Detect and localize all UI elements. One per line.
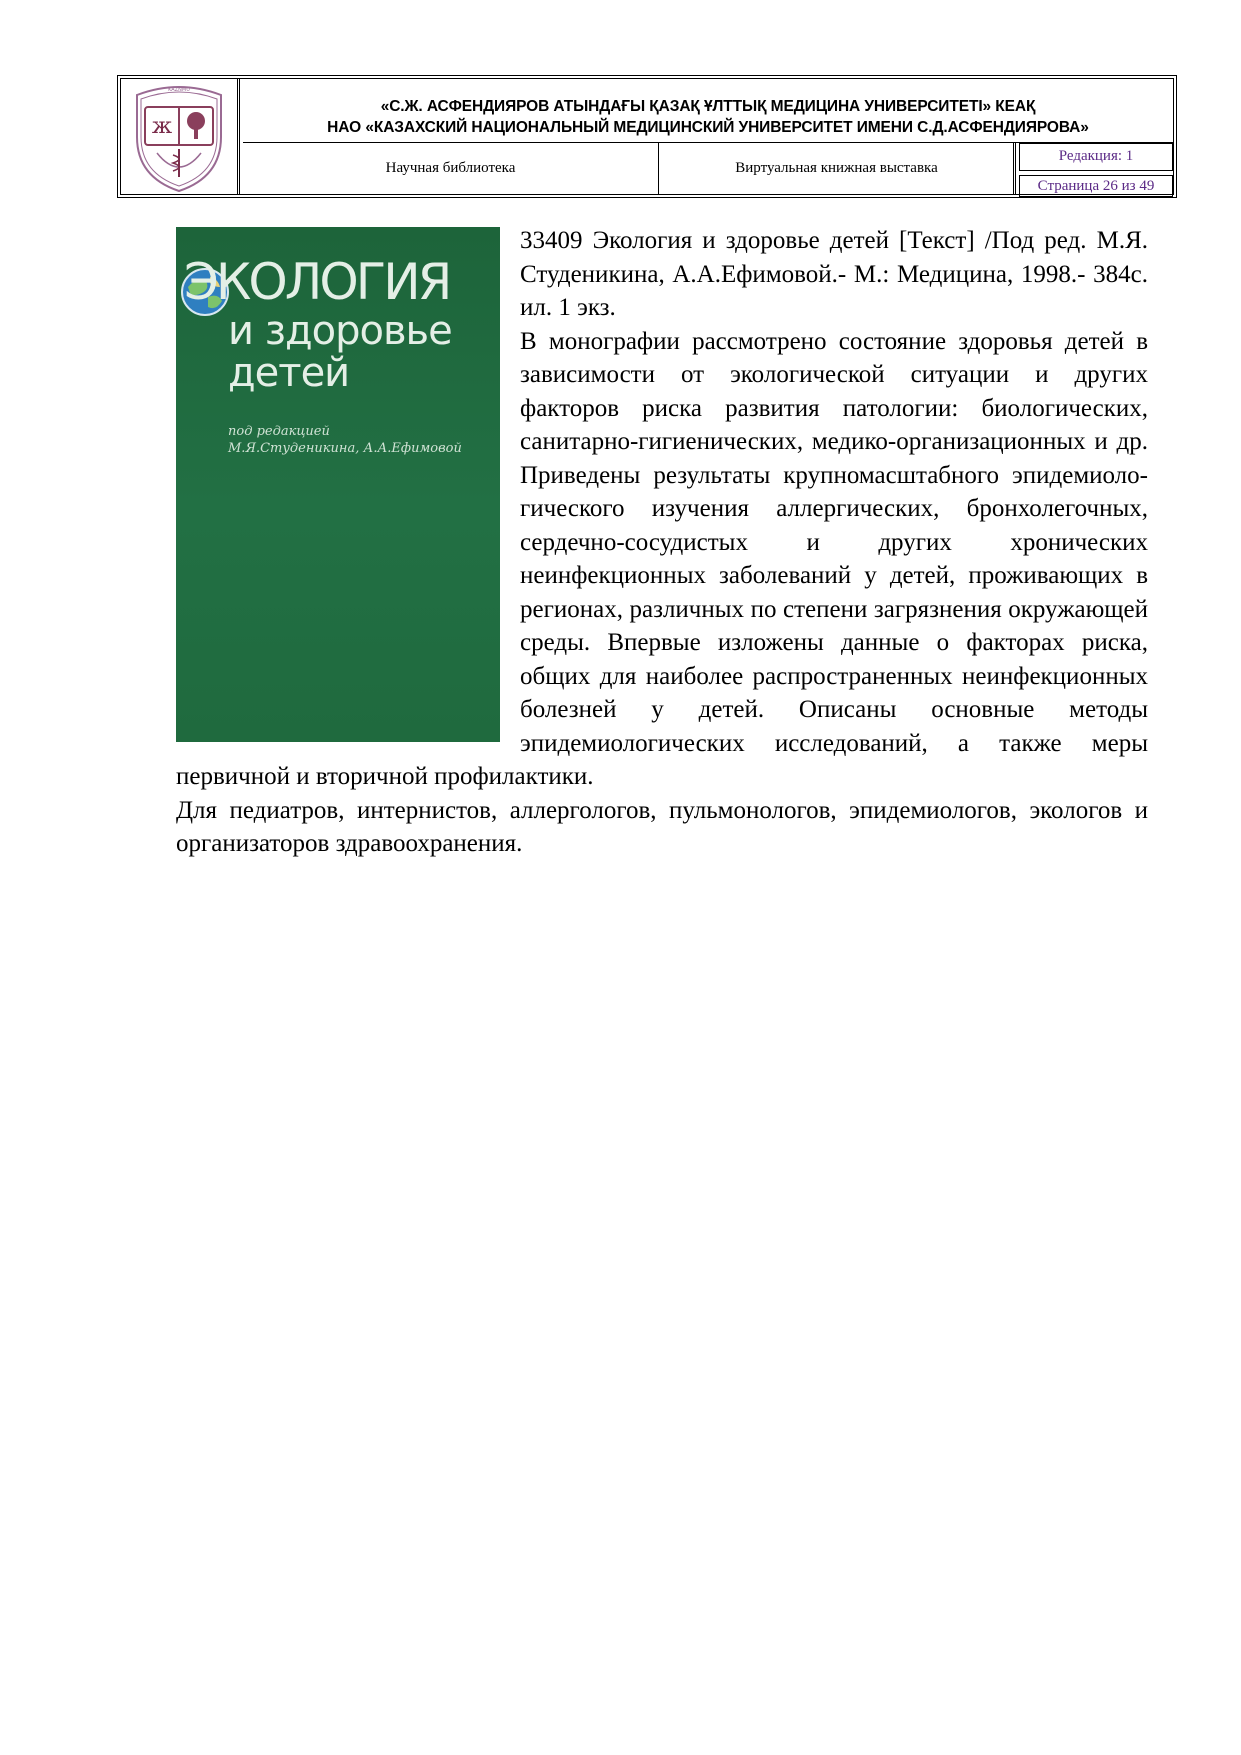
- book-record: [176, 224, 1148, 861]
- cover-subtitle-line-2: М.Я.Студеникина, А.А.Ефимовой: [228, 441, 462, 456]
- svg-text:KAZNMU: KAZNMU: [168, 86, 190, 93]
- book-annotation: В монографии рассмотрено состояние здоровья детей в зависимости от экологической ситуации и других факторов риска развития патологии: биологических, санитарно-гигиенических, медико-организационных и др. Приведены результаты крупномасштабного эпидемиоло-гического изучения аллергических, бронхолегочных, сердечно-сосудистых и других хронических неинфекционных заболеваний у детей, проживающих в регионах, различных по степени загрязнения окружающей среды. Впервые изложены данные о факторах риска, общих для наиболее распространенных неинфекционных болезней у детей. Описаны основные методы эпидемиологических исследований, а также меры первичной и вторичной профилактики.: [176, 327, 1148, 790]
- cover-title-line-3: детей: [228, 350, 350, 396]
- exhibition-cell: Виртуальная книжная выставка: [660, 143, 1016, 194]
- cover-subtitle-line-1: под редакцией: [228, 424, 330, 439]
- cover-title-line-2: и здоровье: [228, 308, 452, 354]
- library-cell: Научная библиотека: [243, 143, 659, 194]
- document-header: [117, 75, 1177, 198]
- university-logo: [121, 79, 240, 194]
- university-title: [243, 79, 1173, 143]
- university-crest-icon: [127, 81, 231, 193]
- title-russian: НАО «КАЗАХСКИЙ НАЦИОНАЛЬНЫЙ МЕДИЦИНСКИЙ УНИВЕРСИТЕТ ИМЕНИ С.Д.АСФЕНДИЯРОВА»: [327, 118, 1089, 136]
- cover-title-line-1: ЭКОЛОГИЯ: [184, 253, 450, 311]
- meta-cell: [1019, 143, 1173, 194]
- target-audience: Для педиатров, интернистов, аллергологов, пульмонологов, эпидемиологов, экологов и организаторов здравоохранения.: [176, 796, 1148, 857]
- bibliographic-citation: 33409 Экология и здоровье детей [Текст] /Под ред. М.Я. Студеникина, А.А.Ефимовой.- М.: Медицина, 1998.- 384с. ил. 1 экз.: [520, 227, 1148, 321]
- svg-text:ж: ж: [151, 113, 173, 139]
- edition-label: Редакция: 1: [1019, 143, 1173, 171]
- title-kazakh: «С.Ж. АСФЕНДИЯРОВ АТЫНДАҒЫ ҚАЗАҚ ҰЛТТЫҚ МЕДИЦИНА УНИВЕРСИТЕТІ» КЕАҚ: [380, 97, 1036, 115]
- page-counter: Страница 26 из 49: [1019, 175, 1173, 197]
